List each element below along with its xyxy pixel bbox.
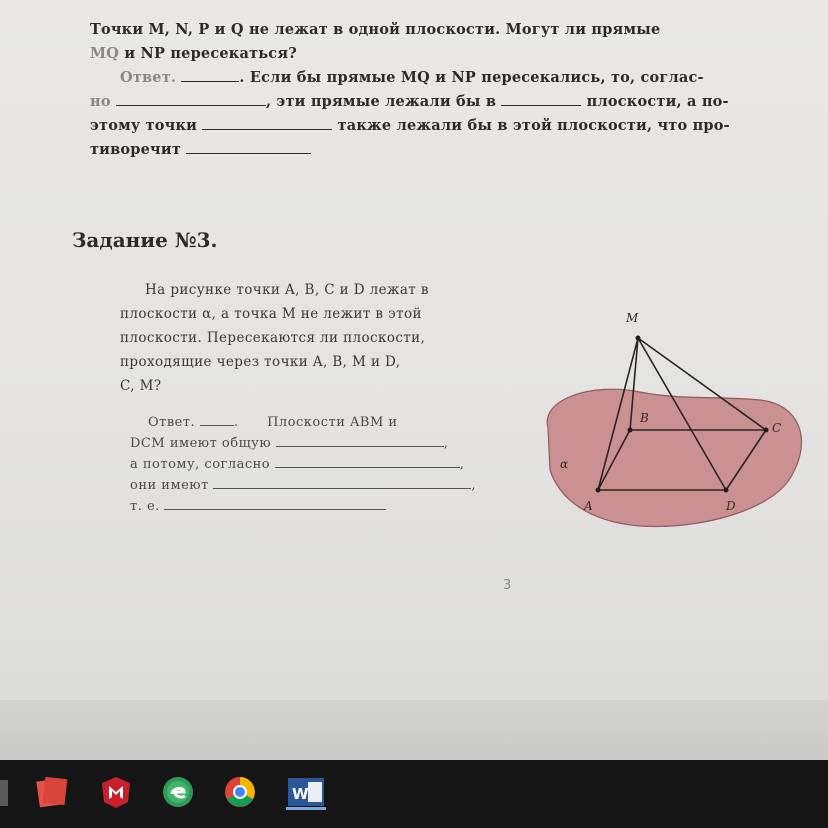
point-A: [596, 488, 601, 493]
answer-blank: [200, 415, 234, 426]
answer-line-4: они имеют ,: [130, 478, 477, 493]
taskbar: [0, 760, 828, 828]
page-number: 3: [503, 578, 512, 593]
task-3-title: Задание №3.: [72, 228, 218, 252]
label-B: B: [640, 411, 649, 425]
task-3-answer: [130, 412, 530, 517]
svg-text:W: W: [292, 785, 309, 803]
mcafee-icon[interactable]: [98, 774, 134, 810]
label-C: C: [772, 421, 782, 435]
task-3-text: [120, 278, 520, 398]
task-3-text-line: проходящие через точки A, B, M и D,: [120, 354, 401, 370]
label-A: A: [584, 499, 593, 513]
point-C: [764, 428, 769, 433]
task-3-text-line: плоскости α, а точка M не лежит в этой: [120, 306, 422, 322]
answer-blank: [116, 93, 266, 106]
answer-blank: [275, 457, 460, 468]
files-icon[interactable]: [34, 774, 70, 810]
problem-2-line-1: Точки M, N, P и Q не лежат в одной плоскости. Могут ли прямые: [90, 21, 661, 38]
answer-blank: [186, 141, 311, 154]
answer-blank: [202, 117, 332, 130]
label-M: M: [626, 311, 639, 325]
problem-2-line-5: этому точки также лежали бы в этой плоскости, что про-: [90, 117, 730, 134]
answer-label: Ответ.: [148, 415, 196, 430]
taskbar-edge: [0, 780, 8, 806]
label-D: D: [726, 499, 736, 513]
point-D: [724, 488, 729, 493]
page-gap: [0, 700, 828, 760]
word-icon[interactable]: [286, 774, 326, 810]
problem-2-line-6: тиворечит: [90, 138, 800, 162]
problem-2: [90, 18, 800, 162]
answer-blank: [181, 69, 239, 82]
problem-2-line-3: Ответ. . Если бы прямые MQ и NP пересекались, то, соглас-: [120, 69, 704, 86]
problem-2-line-4: но , эти прямые лежали бы в плоскости, а по-: [90, 93, 729, 110]
label-alpha: α: [560, 457, 569, 471]
point-M: [636, 336, 641, 341]
answer-line-3: а потому, согласно ,: [130, 457, 465, 472]
edge-icon[interactable]: [160, 774, 196, 810]
answer-blank: [164, 499, 386, 510]
problem-2-line-2: MQ и NP пересекаться?: [90, 45, 297, 62]
answer-line-2: DCM имеют общую ,: [130, 436, 449, 451]
answer-line-1: Ответ. . Плоскости ABM и: [148, 415, 398, 430]
answer-label: Ответ.: [120, 69, 177, 86]
answer-blank: [213, 478, 471, 489]
task-3-text-line: C, M?: [120, 378, 162, 394]
point-B: [628, 428, 633, 433]
task-3-text-line: На рисунке точки A, B, C и D лежат в: [145, 282, 429, 298]
chrome-icon[interactable]: [222, 774, 258, 810]
task-3-text-line: плоскости. Пересекаются ли плоскости,: [120, 330, 426, 346]
answer-line-5: т. е.: [130, 496, 530, 517]
answer-blank: [276, 436, 444, 447]
pyramid-figure: [530, 300, 810, 540]
answer-blank: [501, 93, 581, 106]
